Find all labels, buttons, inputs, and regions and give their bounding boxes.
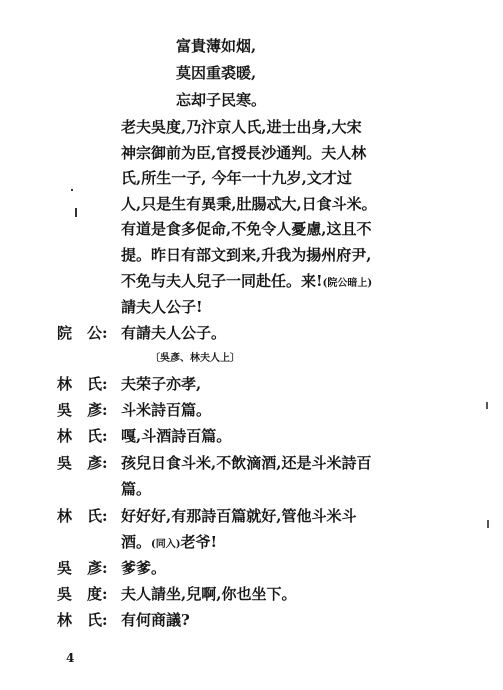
stage-direction: 〔吳彥、林夫人上〕 — [150, 353, 240, 364]
page-number: 4 — [66, 651, 75, 665]
speaker-label: 林 氏: — [57, 427, 108, 445]
margin-speck — [75, 208, 77, 217]
monologue-line: 人,只是生有異秉,肚腸忒大,日食斗米。 — [121, 195, 377, 213]
monologue-line — [121, 270, 372, 295]
margin-speck — [71, 189, 73, 191]
speaker-label: 吳 彥: — [57, 559, 108, 577]
speaker-label: 吳 度: — [57, 585, 108, 603]
monologue-line: 老夫吳度,乃汴京人氏,进士出身,大宋 — [121, 118, 362, 136]
verse-line: 莫因重裘暖, — [176, 64, 257, 82]
speaker-label: 吳 彥: — [57, 454, 108, 472]
margin-speck — [487, 520, 489, 528]
speech-line: 有何商議? — [121, 611, 190, 629]
speaker-label: 林 氏: — [57, 507, 108, 525]
verse-line: 忘却子民寒。 — [176, 91, 267, 109]
speaker-label: 院 公: — [57, 324, 108, 342]
speech-line: 好好好,有那詩百篇就好,管他斗米斗 — [121, 507, 357, 525]
monologue-line: 有道是食多促命,不免令人憂慮,这且不 — [121, 220, 372, 238]
verse-line: 富貴薄如烟, — [176, 37, 257, 55]
speaker-label: 林 氏: — [57, 611, 108, 629]
monologue-line: 氏,所生一子, 今年一十九岁,文才过 — [121, 169, 352, 187]
stage-direction: (同入) — [151, 539, 181, 550]
speaker-label: 吳 彥: — [57, 401, 108, 419]
speech-line: 夫人請坐,兒啊,你也坐下。 — [121, 585, 297, 603]
speech-line: 爹爹。 — [121, 559, 167, 577]
speech-text: 酒。 — [121, 533, 152, 551]
monologue-line: 提。昨日有部文到来,升我为揚州府尹, — [121, 246, 372, 264]
speech-line — [121, 531, 217, 556]
monologue-line: 神宗御前为臣,官授長沙通判。夫人林 — [121, 144, 367, 162]
speech-line: 嘎,斗酒詩百篇。 — [121, 427, 232, 445]
speaker-label: 林 氏: — [57, 375, 108, 393]
speech-line: 孩兒日食斗米,不飲滴酒,还是斗米詩百 — [121, 454, 372, 472]
speech-text: 老爷! — [180, 533, 218, 551]
speech-line: 有請夫人公子。 — [121, 324, 227, 342]
speech-line: 篇。 — [121, 480, 152, 498]
monologue-text: 不免与夫人兒子一同赴任。来! — [121, 272, 323, 290]
speech-line: 斗米詩百篇。 — [121, 401, 212, 419]
stage-direction: (院公暗上) — [322, 278, 373, 289]
speech-line: 夫荣子亦孝, — [121, 375, 202, 393]
monologue-line: 請夫人公子! — [121, 298, 203, 316]
margin-speck — [486, 402, 488, 409]
